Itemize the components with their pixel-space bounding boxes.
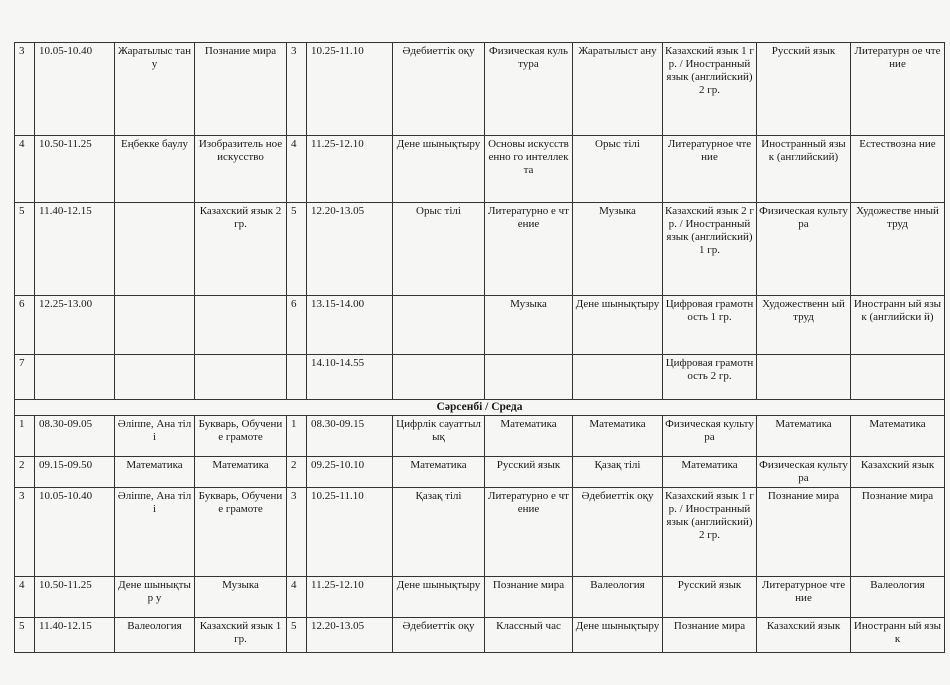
- day-header: Сәрсенбі / Среда: [15, 400, 945, 416]
- subject-cell: Букварь, Обучение грамоте: [195, 488, 287, 577]
- subject-cell: Математика: [663, 457, 757, 488]
- subject-cell: Литературное чтение: [663, 136, 757, 203]
- time-cell: 12.20-13.05: [307, 203, 393, 296]
- time-cell: 11.25-12.10: [307, 577, 393, 618]
- subject-cell: Познание мира: [195, 43, 287, 136]
- lesson-number-cell: 4: [287, 136, 307, 203]
- table-row: [15, 577, 945, 618]
- subject-cell: Казахский язык: [851, 457, 945, 488]
- subject-cell: Математика: [757, 416, 851, 457]
- lesson-number-cell: 3: [287, 43, 307, 136]
- subject-cell: Естествозна ние: [851, 136, 945, 203]
- subject-cell: Познание мира: [851, 488, 945, 577]
- subject-cell: Классный час: [485, 618, 573, 653]
- subject-cell: Әліппе, Ана тілі: [115, 488, 195, 577]
- subject-cell: Математика: [115, 457, 195, 488]
- lesson-number-cell: 2: [15, 457, 35, 488]
- subject-cell: Познание мира: [485, 577, 573, 618]
- subject-cell: Иностранн ый язык (английски й): [851, 296, 945, 355]
- subject-cell: Художестве нный труд: [851, 203, 945, 296]
- table-row: [15, 488, 945, 577]
- subject-cell: Русский язык: [757, 43, 851, 136]
- lesson-number-cell: 7: [15, 355, 35, 400]
- subject-cell: Литературно е чтение: [485, 203, 573, 296]
- subject-cell: Математика: [851, 416, 945, 457]
- subject-cell: Казахский язык: [757, 618, 851, 653]
- lesson-number-cell: [287, 355, 307, 400]
- time-cell: 10.05-10.40: [35, 488, 115, 577]
- table-row: [15, 296, 945, 355]
- subject-cell: Физическая культура: [757, 457, 851, 488]
- lesson-number-cell: 5: [15, 203, 35, 296]
- subject-cell: Валеология: [115, 618, 195, 653]
- subject-cell: Основы искусственно го интеллекта: [485, 136, 573, 203]
- subject-cell: Қазақ тілі: [573, 457, 663, 488]
- subject-cell: Физическая культура: [757, 203, 851, 296]
- table-row: [15, 618, 945, 653]
- subject-cell: Музыка: [573, 203, 663, 296]
- lesson-number-cell: 3: [15, 488, 35, 577]
- subject-cell: Физическая культура: [485, 43, 573, 136]
- lesson-number-cell: 4: [287, 577, 307, 618]
- subject-cell: [393, 296, 485, 355]
- subject-cell: Букварь, Обучение грамоте: [195, 416, 287, 457]
- subject-cell: Литературно е чтение: [485, 488, 573, 577]
- subject-cell: Цифровая грамотность 1 гр.: [663, 296, 757, 355]
- subject-cell: Музыка: [195, 577, 287, 618]
- subject-cell: Әдебиеттік оқу: [573, 488, 663, 577]
- time-cell: 14.10-14.55: [307, 355, 393, 400]
- lesson-number-cell: 5: [287, 203, 307, 296]
- lesson-number-cell: 5: [15, 618, 35, 653]
- subject-cell: Дене шынықтыру: [393, 136, 485, 203]
- subject-cell: Әдебиеттік оқу: [393, 43, 485, 136]
- time-cell: 08.30-09.05: [35, 416, 115, 457]
- subject-cell: Валеология: [573, 577, 663, 618]
- lesson-number-cell: 6: [287, 296, 307, 355]
- time-cell: 11.40-12.15: [35, 618, 115, 653]
- subject-cell: Изобразитель ное искусство: [195, 136, 287, 203]
- subject-cell: Казахский язык 1 гр. / Иностранный язык (английский) 2 гр.: [663, 43, 757, 136]
- lesson-number-cell: 1: [287, 416, 307, 457]
- time-cell: 09.25-10.10: [307, 457, 393, 488]
- subject-cell: Жаратылыст ану: [573, 43, 663, 136]
- lesson-number-cell: 3: [15, 43, 35, 136]
- subject-cell: [393, 355, 485, 400]
- time-cell: 09.15-09.50: [35, 457, 115, 488]
- table-row: [15, 355, 945, 400]
- subject-cell: Дене шынықтыр у: [115, 577, 195, 618]
- subject-cell: Математика: [195, 457, 287, 488]
- time-cell: 12.25-13.00: [35, 296, 115, 355]
- subject-cell: Математика: [485, 416, 573, 457]
- subject-cell: Жаратылыс тану: [115, 43, 195, 136]
- table-row: [15, 416, 945, 457]
- subject-cell: Орыс тілі: [393, 203, 485, 296]
- subject-cell: Иностранн ый язык: [851, 618, 945, 653]
- time-cell: 10.05-10.40: [35, 43, 115, 136]
- subject-cell: [195, 355, 287, 400]
- subject-cell: [757, 355, 851, 400]
- table-row: [15, 457, 945, 488]
- subject-cell: Художественн ый труд: [757, 296, 851, 355]
- subject-cell: Литературн ое чтение: [851, 43, 945, 136]
- time-cell: 10.25-11.10: [307, 488, 393, 577]
- subject-cell: Математика: [393, 457, 485, 488]
- time-cell: 10.50-11.25: [35, 577, 115, 618]
- subject-cell: Русский язык: [485, 457, 573, 488]
- day-header-row: [15, 400, 945, 416]
- table-row: [15, 43, 945, 136]
- subject-cell: [851, 355, 945, 400]
- subject-cell: [115, 355, 195, 400]
- subject-cell: [485, 355, 573, 400]
- subject-cell: Казахский язык 2 гр.: [195, 203, 287, 296]
- lesson-number-cell: 6: [15, 296, 35, 355]
- lesson-number-cell: 2: [287, 457, 307, 488]
- subject-cell: Музыка: [485, 296, 573, 355]
- time-cell: 10.50-11.25: [35, 136, 115, 203]
- subject-cell: Әдебиеттік оқу: [393, 618, 485, 653]
- time-cell: 08.30-09.15: [307, 416, 393, 457]
- time-cell: 10.25-11.10: [307, 43, 393, 136]
- subject-cell: Цифровая грамотность 2 гр.: [663, 355, 757, 400]
- lesson-number-cell: 4: [15, 136, 35, 203]
- subject-cell: [195, 296, 287, 355]
- subject-cell: Орыс тілі: [573, 136, 663, 203]
- subject-cell: Казахский язык 1 гр. / Иностранный язык (английский) 2 гр.: [663, 488, 757, 577]
- lesson-number-cell: 3: [287, 488, 307, 577]
- subject-cell: Еңбекке баулу: [115, 136, 195, 203]
- subject-cell: Цифрлік сауаттылық: [393, 416, 485, 457]
- subject-cell: Физическая культура: [663, 416, 757, 457]
- subject-cell: [573, 355, 663, 400]
- subject-cell: Познание мира: [757, 488, 851, 577]
- subject-cell: Қазақ тілі: [393, 488, 485, 577]
- subject-cell: Иностранный язык (английский): [757, 136, 851, 203]
- subject-cell: Русский язык: [663, 577, 757, 618]
- subject-cell: Казахский язык 2 гр. / Иностранный язык (английский) 1 гр.: [663, 203, 757, 296]
- time-cell: 11.40-12.15: [35, 203, 115, 296]
- subject-cell: [115, 296, 195, 355]
- subject-cell: Әліппе, Ана тілі: [115, 416, 195, 457]
- subject-cell: Литературное чтение: [757, 577, 851, 618]
- time-cell: 12.20-13.05: [307, 618, 393, 653]
- time-cell: 11.25-12.10: [307, 136, 393, 203]
- table-row: [15, 203, 945, 296]
- time-cell: [35, 355, 115, 400]
- table-row: [15, 136, 945, 203]
- timetable-body: [15, 43, 945, 653]
- lesson-number-cell: 5: [287, 618, 307, 653]
- subject-cell: Математика: [573, 416, 663, 457]
- lesson-number-cell: 4: [15, 577, 35, 618]
- subject-cell: Валеология: [851, 577, 945, 618]
- subject-cell: Дене шынықтыру: [573, 618, 663, 653]
- subject-cell: Познание мира: [663, 618, 757, 653]
- lesson-number-cell: 1: [15, 416, 35, 457]
- timetable: [14, 42, 945, 653]
- subject-cell: Казахский язык 1 гр.: [195, 618, 287, 653]
- subject-cell: Дене шынықтыру: [573, 296, 663, 355]
- subject-cell: [115, 203, 195, 296]
- time-cell: 13.15-14.00: [307, 296, 393, 355]
- subject-cell: Дене шынықтыру: [393, 577, 485, 618]
